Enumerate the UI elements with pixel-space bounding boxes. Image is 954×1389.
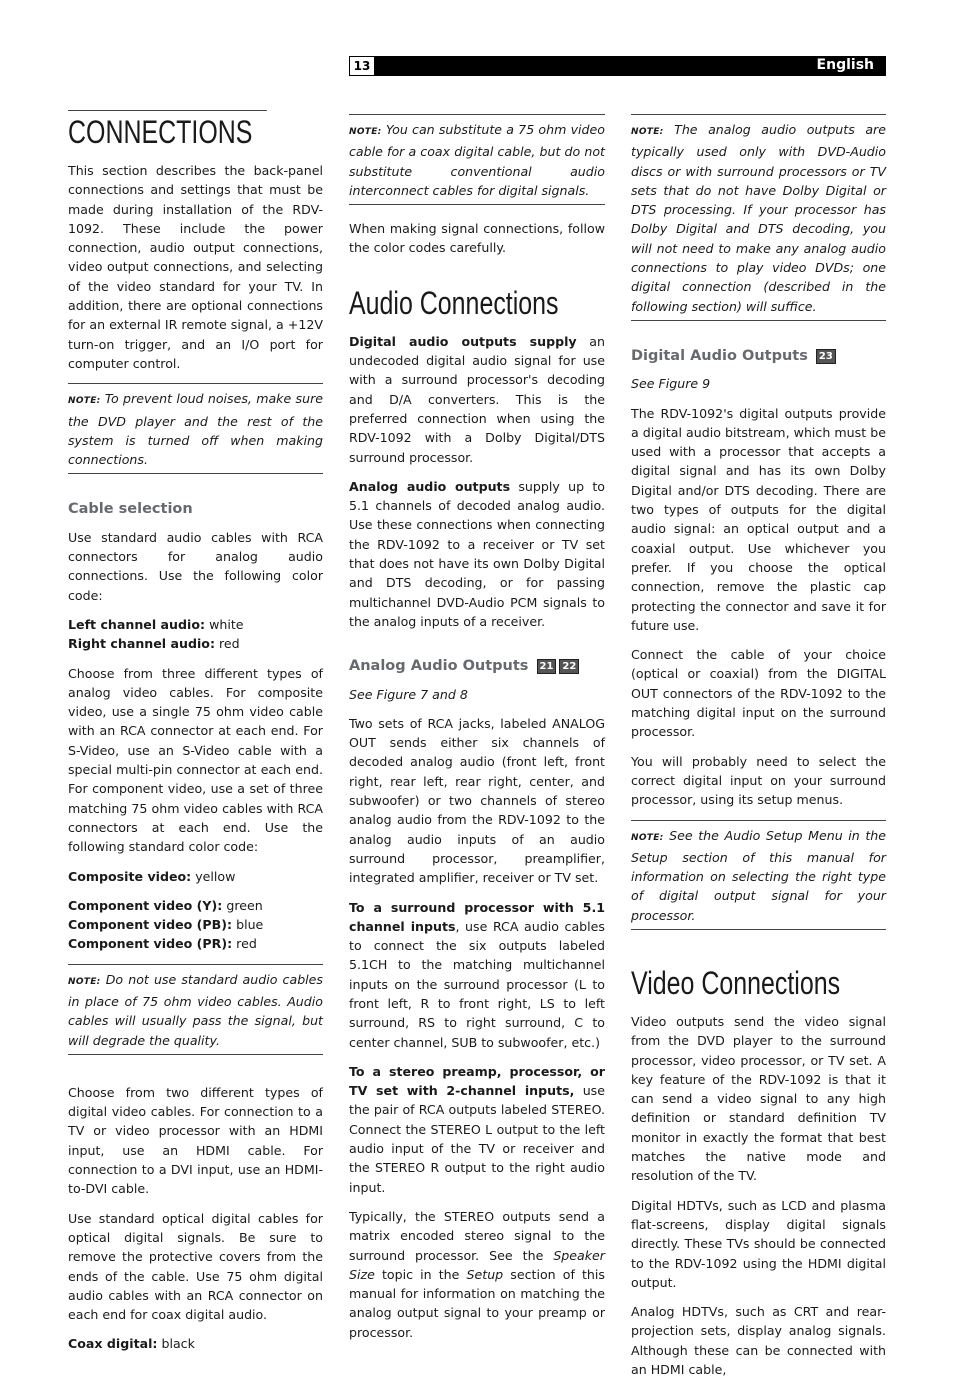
component-pr-value: red bbox=[236, 936, 257, 952]
digital-paragraph-1: The RDV-1092's digital outputs provide a digital audio bitstream, which must be used with a processor that accepts a digital signal and has its own Dolby Digital and/or DTS decoding. There are two types of outputs for the digital audio signal: an optical output and a coaxial output. Use whichever you prefer. If you choose the optical connection, remove the plastic cap protecting the connector and save it for future use. bbox=[631, 405, 886, 633]
note-label: NOTE: bbox=[349, 127, 382, 137]
right-channel-label: Right channel audio: bbox=[68, 636, 215, 652]
analog-outputs-text: supply up to 5.1 channels of decoded analog audio. Use these connections when connecting the RDV-1092 to a receiver or TV set that does not have its own Dolby Digital and DTS decoding, or for passing multichannel DVD-Audio PCM signals to the analog inputs of a receiver. bbox=[349, 478, 605, 629]
analog-out-paragraph: Two sets of RCA jacks, labeled ANALOG OUT sends either six channels of decoded analog audio (front left, front right, rear left, rear right, center, and subwoofer) or two channels of stereo analog audio from the RDV-1092 to the analog audio inputs of an audio surround processor, preamplifier, integrated amplifier, receiver or TV set. bbox=[349, 715, 605, 886]
header-bar bbox=[349, 56, 886, 76]
page-number: 13 bbox=[349, 56, 375, 76]
video-paragraph-3: Analog HDTVs, such as CRT and rear-projection sets, display analog signals. Although these can be connected with an HDMI cable, bbox=[631, 1304, 886, 1378]
heading-cable-selection: Cable selection bbox=[68, 501, 193, 518]
figure-badge: 22 bbox=[559, 659, 579, 674]
video-paragraph-1: Video outputs send the video signal from the DVD player to the surround processor, video processor, or TV set. A key feature of the RDV-1092 is that it can send a video signal to any high definition or standard definition TV monitor in exactly the format that best matches the native mode and resolution of the TV. bbox=[631, 1013, 886, 1184]
figure-reference: See Figure 9 bbox=[631, 376, 711, 392]
component-y-label: Component video (Y): bbox=[68, 897, 223, 913]
digital-video-paragraph: Choose from two different types of digital video cables. For connection to a TV or video processor with an HDMI input, use an HDMI cable. For connection to a DVI input, use an HDMI-to-DVI cable. bbox=[68, 1084, 323, 1197]
component-pr-line bbox=[68, 934, 323, 953]
stereo-text: use the pair of RCA outputs labeled STEREO. Connect the STEREO L output to the left audio input of the TV or receiver and the STEREO R output to the right audio input. bbox=[349, 1083, 605, 1195]
note-label: NOTE: bbox=[631, 832, 664, 843]
typical-paragraph bbox=[349, 1207, 605, 1342]
figure-badge: 21 bbox=[537, 659, 557, 674]
typical-italic-setup: Setup bbox=[466, 1266, 504, 1282]
typical-text-a: Typically, the STEREO outputs send a matrix encoded stereo signal to the surround processor. See the bbox=[349, 1208, 605, 1263]
note-coax-substitute bbox=[349, 114, 605, 205]
note-label: NOTE: bbox=[68, 976, 101, 987]
column-right bbox=[631, 110, 886, 1389]
optical-paragraph: Use standard optical digital cables for optical digital signals. Be sure to remove the protective covers from the ends of the cable. Use 75 ohm digital audio cables with an RCA connector on each end for coax digital audio. bbox=[68, 1210, 323, 1323]
right-channel-line bbox=[68, 634, 323, 653]
component-y-value: green bbox=[226, 897, 263, 913]
stereo-lead: To a stereo preamp, processor, or TV set with 2-channel inputs, bbox=[349, 1063, 605, 1099]
note-analog-outputs bbox=[631, 114, 886, 321]
note-loud-noises bbox=[68, 383, 323, 474]
color-code-paragraph: When making signal connections, follow the color codes carefully. bbox=[349, 221, 605, 256]
coax-label: Coax digital: bbox=[68, 1336, 158, 1352]
heading-text: Analog Audio Outputs bbox=[349, 658, 529, 675]
section-title-connections: CONNECTIONS bbox=[68, 110, 267, 151]
note-text: See the Audio Setup Menu in the Setup section of this manual for information on selecting the right type of digital output signal for your processor. bbox=[631, 827, 886, 923]
note-text: Do not use standard audio cables in place of 75 ohm video cables. Audio cables will usually pass the signal, but will degrade the quality. bbox=[68, 971, 323, 1048]
note-text: You can substitute a 75 ohm video cable for a coax digital cable, but do not substitute conventional audio interconnect cables for digital signals. bbox=[349, 122, 605, 198]
component-pr-label: Component video (PR): bbox=[68, 936, 233, 952]
intro-paragraph: This section describes the back-panel connections and settings that must be made during installation of the RDV-1092. These include the power connection, audio output connections, video output connections, and selecting of the video standard for your TV. In addition, there are optional connections for an external IR remote signal, a +12V turn-on trigger, and an I/O port for computer control. bbox=[68, 163, 323, 371]
figure-reference: See Figure 7 and 8 bbox=[349, 686, 468, 702]
left-channel-label: Left channel audio: bbox=[68, 616, 206, 632]
composite-value: yellow bbox=[195, 868, 236, 884]
composite-label: Composite video: bbox=[68, 868, 192, 884]
cable-intro: Use standard audio cables with RCA connectors for analog audio connections. Use the following color code: bbox=[68, 529, 323, 603]
left-channel-line bbox=[68, 615, 323, 634]
coax-value: black bbox=[161, 1336, 195, 1352]
heading-text: Digital Audio Outputs bbox=[631, 347, 808, 364]
stereo-paragraph bbox=[349, 1062, 605, 1197]
note-text: The analog audio outputs are typically used only with DVD-Audio discs or with surround processors or TV sets that do not have Dolby Digital or DTS processing. If your processor has Dolby Digital and DTS decoding, you will not need to make any analog audio connections to play video DVDs; one digital connection (described in the following section) will suffice. bbox=[631, 122, 886, 314]
typical-italic-speaker-size: Speaker Size bbox=[349, 1247, 605, 1282]
typical-text-b: topic in the bbox=[374, 1266, 467, 1282]
language-label: English bbox=[816, 57, 874, 73]
analog-outputs-lead: Analog audio outputs bbox=[349, 478, 511, 494]
surround-lead: To a surround processor with 5.1 channel inputs bbox=[349, 899, 605, 934]
digital-outputs-text: an undecoded digital audio signal for use with a surround processor's decoding and D/A converters. This is the preferred connection when using the RDV-1092 with a Dolby Digital/DTS surround processor. bbox=[349, 333, 605, 465]
column-left bbox=[68, 110, 323, 1364]
digital-paragraph-2: Connect the cable of your choice (optical or coaxial) from the DIGITAL OUT connectors of the RDV-1092 to the matching digital input on the surround processor. bbox=[631, 647, 886, 740]
right-channel-value: red bbox=[219, 636, 240, 652]
column-middle bbox=[349, 110, 605, 1352]
figure-badge: 23 bbox=[816, 349, 836, 364]
digital-outputs-paragraph bbox=[349, 332, 605, 467]
component-pb-label: Component video (PB): bbox=[68, 917, 233, 933]
note-text: To prevent loud noises, make sure the DVD player and the rest of the system is turned off when making connections. bbox=[68, 391, 323, 468]
component-pb-value: blue bbox=[236, 917, 264, 933]
video-paragraph-2: Digital HDTVs, such as LCD and plasma flat-screens, display digital signals directly. These TVs should be connected to the RDV-1092 using the HDMI digital output. bbox=[631, 1197, 886, 1290]
section-title-audio-connections: Audio Connections bbox=[349, 284, 559, 321]
left-channel-value: white bbox=[209, 616, 244, 632]
component-y-line bbox=[68, 896, 323, 915]
note-audio-cables bbox=[68, 964, 323, 1055]
digital-paragraph-3: You will probably need to select the correct digital input on your surround processor, using its setup menus. bbox=[631, 753, 886, 808]
component-pb-line bbox=[68, 915, 323, 934]
surround-paragraph bbox=[349, 898, 605, 1052]
note-label: NOTE: bbox=[631, 127, 664, 137]
note-label: NOTE: bbox=[68, 396, 101, 407]
analog-outputs-paragraph bbox=[349, 477, 605, 631]
digital-outputs-lead: Digital audio outputs supply bbox=[349, 333, 577, 349]
heading-analog-audio-outputs bbox=[349, 657, 605, 676]
typical-text-c: section of this manual for information on matching the analog output signal to your preamp or processor. bbox=[349, 1266, 605, 1340]
note-audio-setup-menu bbox=[631, 820, 886, 930]
heading-digital-audio-outputs bbox=[631, 347, 886, 366]
section-title-video-connections: Video Connections bbox=[631, 964, 841, 1001]
surround-text: , use RCA audio cables to connect the six outputs labeled 5.1CH to the matching multichannel inputs on the surround processor (L to front left, R to front right, LS to left surround, RS to right surround, C to center channel, SUB to subwoofer, etc.) bbox=[349, 918, 605, 1050]
analog-video-paragraph: Choose from three different types of analog video cables. For composite video, use a single 75 ohm video cable with an RCA connector at each end. For S-Video, use an S-Video cable with a special multi-pin connector at each end. For component video, use a set of three matching 75 ohm video cables with RCA connectors at each end. Use the following standard color code: bbox=[68, 665, 323, 855]
composite-line bbox=[68, 867, 323, 886]
coax-line bbox=[68, 1334, 323, 1353]
